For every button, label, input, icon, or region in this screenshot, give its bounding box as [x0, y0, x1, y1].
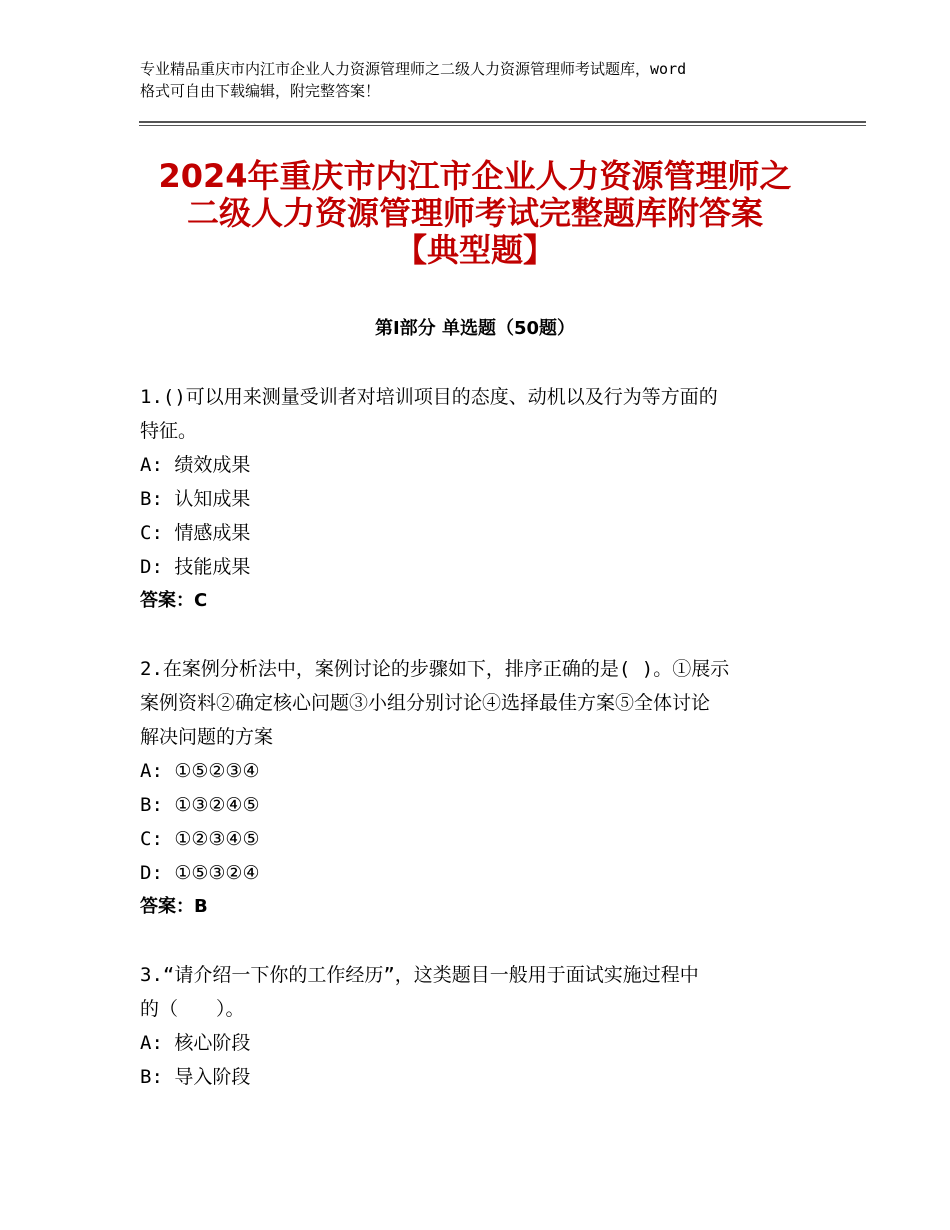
question-item — [140, 958, 820, 1094]
answer-label: 答案：B — [140, 896, 208, 917]
header-divider-thick — [139, 121, 866, 123]
option-d: D: ①⑤③②④ — [140, 862, 260, 884]
question-text-line: 解决问题的方案 — [140, 726, 274, 748]
option-d: D: 技能成果 — [140, 556, 251, 578]
option-a: A: ①⑤②③④ — [140, 760, 260, 782]
question-text-line: 特征。 — [140, 420, 198, 442]
option-c: C: ①②③④⑤ — [140, 828, 260, 850]
option-c: C: 情感成果 — [140, 522, 251, 544]
header-note-line: 专业精品重庆市内江市企业人力资源管理师之二级人力资源管理师考试题库，word — [140, 60, 687, 78]
answer-label: 答案：C — [140, 590, 208, 611]
question-item — [140, 652, 820, 924]
option-b: B: ①③②④⑤ — [140, 794, 260, 816]
question-text-line: 1.()可以用来测量受训者对培训项目的态度、动机以及行为等方面的 — [140, 386, 718, 408]
option-b: B: 导入阶段 — [140, 1066, 251, 1088]
title-line: 2024年重庆市内江市企业人力资源管理师之 — [158, 157, 792, 195]
option-a: A: 绩效成果 — [140, 454, 251, 476]
header-note — [140, 58, 830, 102]
option-b: B: 认知成果 — [140, 488, 251, 510]
title-line: 【典型题】 — [394, 231, 555, 269]
question-text-line: 案例资料②确定核心问题③小组分别讨论④选择最佳方案⑤全体讨论 — [140, 692, 711, 714]
question-text-line: 3.“请介绍一下你的工作经历”，这类题目一般用于面试实施过程中 — [140, 964, 699, 986]
title-line: 二级人力资源管理师考试完整题库附答案 — [186, 194, 763, 232]
header-divider-thin — [139, 125, 866, 126]
header-note-line: 格式可自由下载编辑，附完整答案！ — [140, 82, 381, 100]
option-a: A: 核心阶段 — [140, 1032, 251, 1054]
document-title — [100, 158, 850, 269]
section-title: 第Ⅰ部分 单选题（50题） — [374, 318, 575, 339]
question-text-line: 的（ ）。 — [140, 998, 245, 1020]
question-text-line: 2.在案例分析法中，案例讨论的步骤如下，排序正确的是( )。①展示 — [140, 658, 730, 680]
question-item — [140, 380, 820, 618]
question-list — [140, 380, 820, 1128]
